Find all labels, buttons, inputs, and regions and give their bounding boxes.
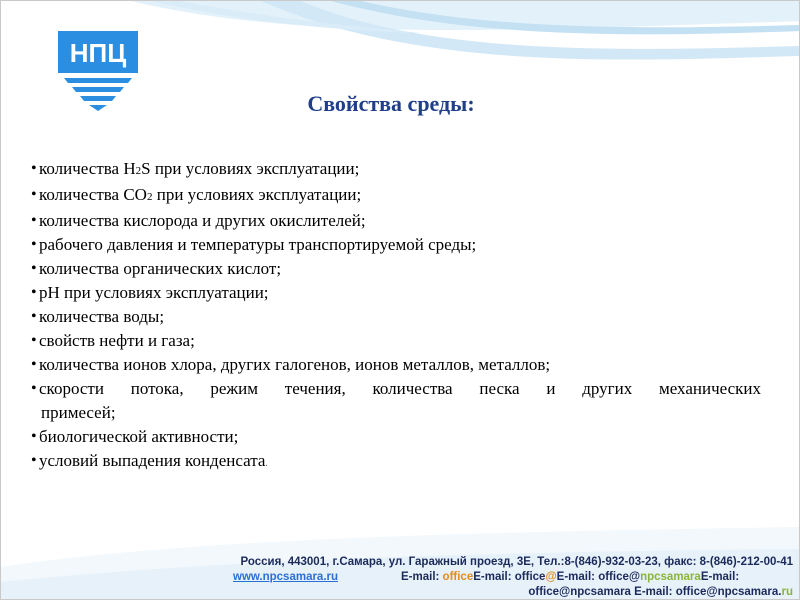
footer-row-email: office@npcsamara E-mail: office@npcsamara.ru — [528, 586, 793, 598]
bullet-icon: • — [31, 308, 37, 325]
footer-address: Россия, 443001, г.Самара, ул. Гаражный проезд, 3Е, Тел.:8-(846)-932-03-23, факс: 8-(846)-212-00-41 — [240, 556, 793, 568]
email-link[interactable]: office — [442, 571, 474, 583]
bullet-icon: • — [31, 212, 37, 229]
footer-row-web — [1, 570, 793, 585]
properties-list — [31, 157, 761, 476]
list-item: • рабочего давления и температуры транспортируемой среды; — [31, 233, 761, 257]
list-item: • условий выпадения конденсата. — [31, 449, 761, 476]
list-item: • биологической активности; — [31, 425, 761, 449]
footer-emails: E-mail: officeE-mail: office@E-mail: office@npcsamaraE-mail: — [401, 571, 740, 583]
page-title: Свойства среды: — [307, 91, 475, 116]
logo-text: НПЦ — [69, 38, 127, 68]
bullet-icon: • — [31, 428, 37, 445]
bullet-icon: • — [31, 160, 37, 177]
list-item: • количества воды; — [31, 305, 761, 329]
list-item: • скорости потока, режим течения, количества песка и других механических примесей; — [31, 379, 761, 422]
bullet-icon: • — [31, 236, 37, 253]
bullet-icon: • — [31, 452, 37, 469]
bullet-icon: • — [31, 186, 37, 203]
bullet-icon: • — [31, 356, 37, 373]
list-item: • свойств нефти и газа; — [31, 329, 761, 353]
list-item: • рН при условиях эксплуатации; — [31, 281, 761, 305]
bullet-icon: • — [31, 380, 37, 397]
website-link[interactable]: www.npcsamara.ru — [233, 571, 339, 583]
list-item: • количества органических кислот; — [31, 257, 761, 281]
list-item: • количества ионов хлора, других галогенов, ионов металлов, металлов; — [31, 353, 761, 377]
email-link[interactable]: npcsamara — [640, 571, 701, 583]
bullet-icon: • — [31, 260, 37, 277]
list-item: • количества СО2 при условиях эксплуатации; — [31, 183, 761, 209]
list-item: • количества H2S при условиях эксплуатации; — [31, 157, 761, 183]
bullet-icon: • — [31, 332, 37, 349]
bullet-icon: • — [31, 284, 37, 301]
list-item: • количества кислорода и других окислителей; — [31, 209, 761, 233]
footer-contacts — [1, 555, 793, 600]
